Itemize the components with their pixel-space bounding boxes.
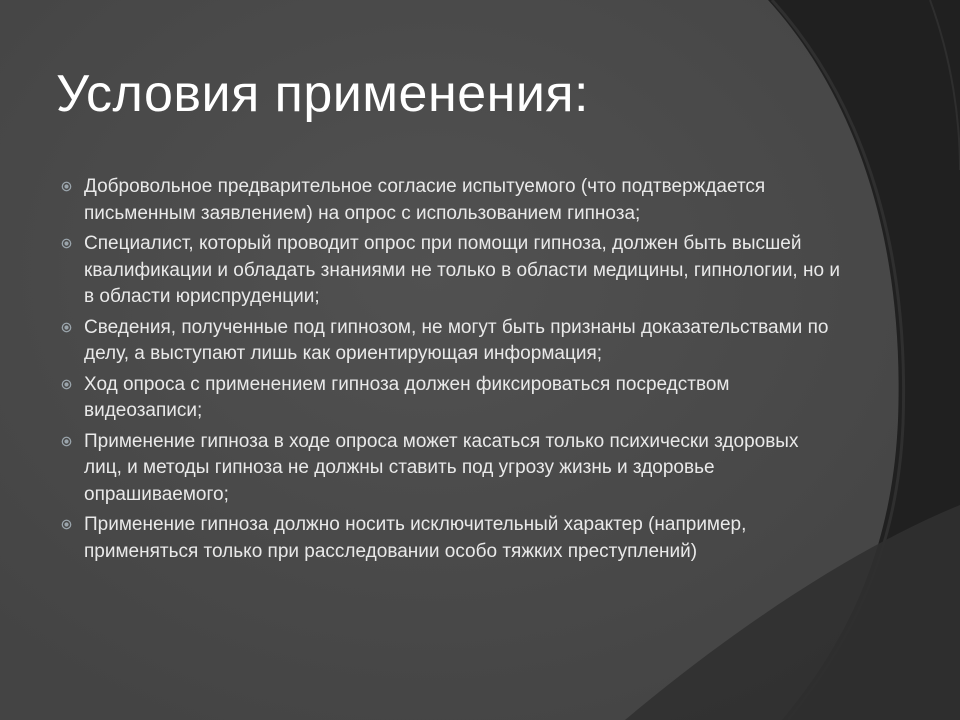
circle-bullet-icon <box>61 379 72 390</box>
bullet-item <box>60 429 840 509</box>
bullet-text: Применение гипноза должно носить исключительный характер (например, применяться только при расследовании особо тяжких преступлений) <box>84 514 747 562</box>
bullet-text: Применение гипноза в ходе опроса может касаться только психически здоровых лиц, и методы гипноза не должны ставить под угрозу жизнь и здоровье опрашиваемого; <box>84 430 799 505</box>
bullet-text: Сведения, полученные под гипнозом, не могут быть признаны доказательствами по делу, а выступают лишь как ориентирующая информация; <box>84 316 829 364</box>
bullet-text: Добровольное предварительное согласие испытуемого (что подтверждается письменным заявлением) на опрос с использованием гипноза; <box>84 176 766 224</box>
circle-bullet-icon <box>61 519 72 530</box>
circle-bullet-icon <box>61 322 72 333</box>
circle-bullet-icon <box>61 238 72 249</box>
bullet-item <box>60 372 840 425</box>
bullet-item <box>60 512 840 565</box>
circle-bullet-icon <box>61 181 72 192</box>
slide-title: Условия применения: <box>56 65 589 123</box>
bullet-item <box>60 174 840 227</box>
bullet-text: Ход опроса с применением гипноза должен фиксироваться посредством видеозаписи; <box>84 373 730 421</box>
bullet-text: Специалист, который проводит опрос при помощи гипноза, должен быть высшей квалификации и обладать знаниями не только в области медицины, гипнологии, но и в области юриспруденции; <box>84 233 840 307</box>
bullet-list <box>60 174 840 569</box>
bullet-item <box>60 231 840 311</box>
bullet-item <box>60 315 840 368</box>
circle-bullet-icon <box>61 436 72 447</box>
